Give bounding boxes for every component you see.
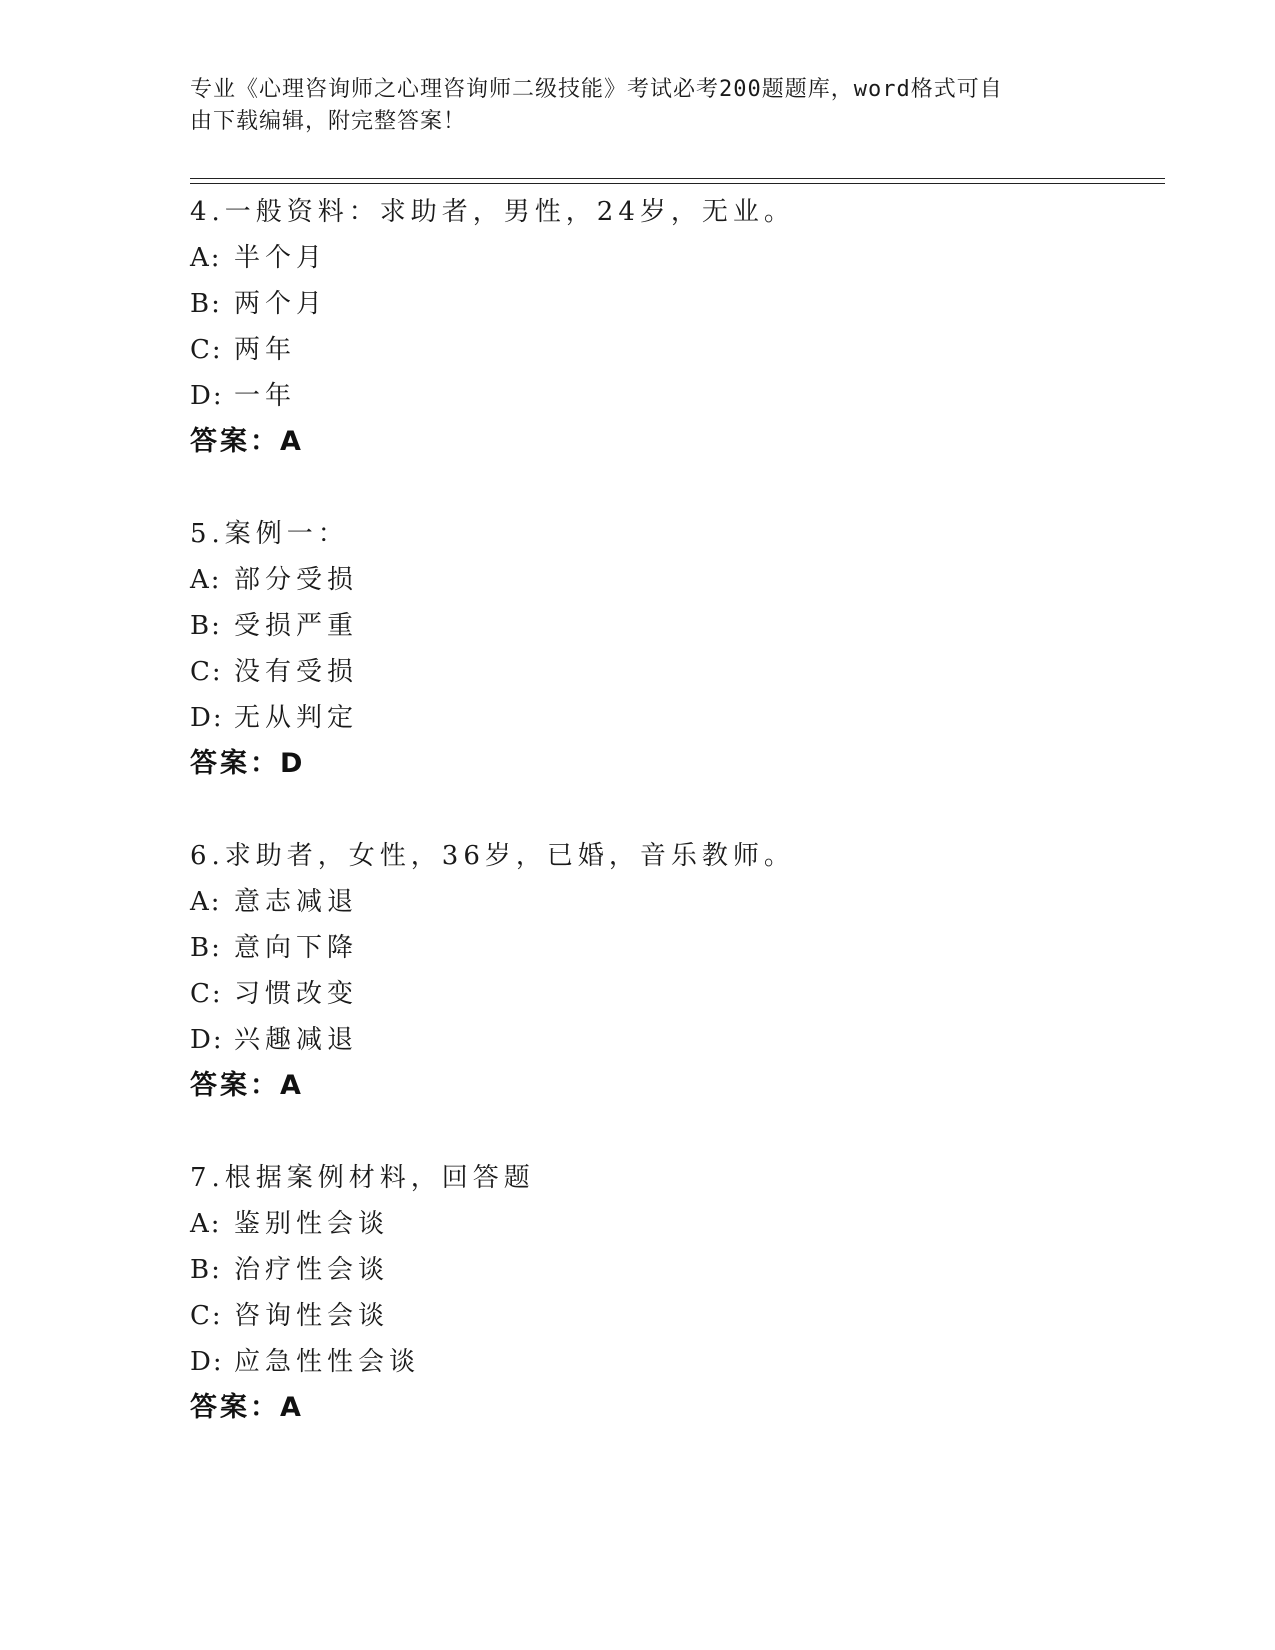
option-c: [190, 971, 1150, 1017]
header-divider-bottom: [190, 183, 1165, 184]
option-letter: B:: [190, 611, 222, 641]
option-text: 一年: [234, 381, 297, 411]
option-b: [190, 925, 1150, 971]
question-block: [190, 833, 1150, 1109]
question-stem: 5.案例一：: [190, 519, 349, 549]
header-line-1: 专业《心理咨询师之心理咨询师二级技能》考试必考200题题库，word格式可自: [190, 77, 1003, 102]
header-line-2: 由下载编辑，附完整答案！: [190, 109, 467, 134]
option-text: 两年: [234, 335, 297, 365]
option-text: 习惯改变: [234, 979, 359, 1009]
option-text: 兴趣减退: [234, 1025, 359, 1055]
option-text: 治疗性会谈: [234, 1255, 390, 1285]
option-a: [190, 1201, 1150, 1247]
option-letter: A:: [190, 243, 222, 273]
answer-line: 答案：A: [190, 1392, 304, 1423]
option-text: 意志减退: [234, 887, 359, 917]
option-letter: C:: [190, 1301, 223, 1331]
option-d: [190, 373, 1150, 419]
option-text: 咨询性会谈: [234, 1301, 390, 1331]
option-d: [190, 1339, 1150, 1385]
option-text: 没有受损: [234, 657, 359, 687]
option-b: [190, 281, 1150, 327]
option-letter: D:: [190, 381, 224, 411]
option-a: [190, 235, 1150, 281]
question-stem: 7.根据案例材料，回答题: [190, 1163, 535, 1193]
option-text: 半个月: [234, 243, 328, 273]
option-letter: A:: [190, 887, 222, 917]
question-block: [190, 189, 1150, 465]
option-text: 部分受损: [234, 565, 359, 595]
option-d: [190, 695, 1150, 741]
answer-line: 答案：D: [190, 748, 306, 779]
option-letter: B:: [190, 933, 222, 963]
option-letter: C:: [190, 979, 223, 1009]
option-letter: D:: [190, 1025, 224, 1055]
option-letter: A:: [190, 1209, 222, 1239]
option-b: [190, 603, 1150, 649]
header-divider-top: [190, 178, 1165, 179]
option-c: [190, 649, 1150, 695]
answer-line: 答案：A: [190, 426, 304, 457]
option-letter: B:: [190, 1255, 222, 1285]
question-stem: 4.一般资料：求助者，男性，24岁，无业。: [190, 197, 795, 227]
option-letter: A:: [190, 565, 222, 595]
option-letter: D:: [190, 1347, 224, 1377]
option-letter: B:: [190, 289, 222, 319]
option-a: [190, 879, 1150, 925]
question-block: [190, 1155, 1150, 1431]
option-c: [190, 327, 1150, 373]
option-text: 受损严重: [234, 611, 359, 641]
option-text: 应急性性会谈: [234, 1347, 421, 1377]
option-letter: D:: [190, 703, 224, 733]
document-header: [190, 74, 1090, 138]
option-letter: C:: [190, 657, 223, 687]
question-stem: 6.求助者，女性，36岁，已婚，音乐教师。: [190, 841, 795, 871]
option-letter: C:: [190, 335, 223, 365]
option-d: [190, 1017, 1150, 1063]
answer-line: 答案：A: [190, 1070, 304, 1101]
option-text: 鉴别性会谈: [234, 1209, 390, 1239]
option-b: [190, 1247, 1150, 1293]
option-text: 无从判定: [234, 703, 359, 733]
option-c: [190, 1293, 1150, 1339]
option-a: [190, 557, 1150, 603]
option-text: 意向下降: [234, 933, 359, 963]
question-block: [190, 511, 1150, 787]
option-text: 两个月: [234, 289, 328, 319]
